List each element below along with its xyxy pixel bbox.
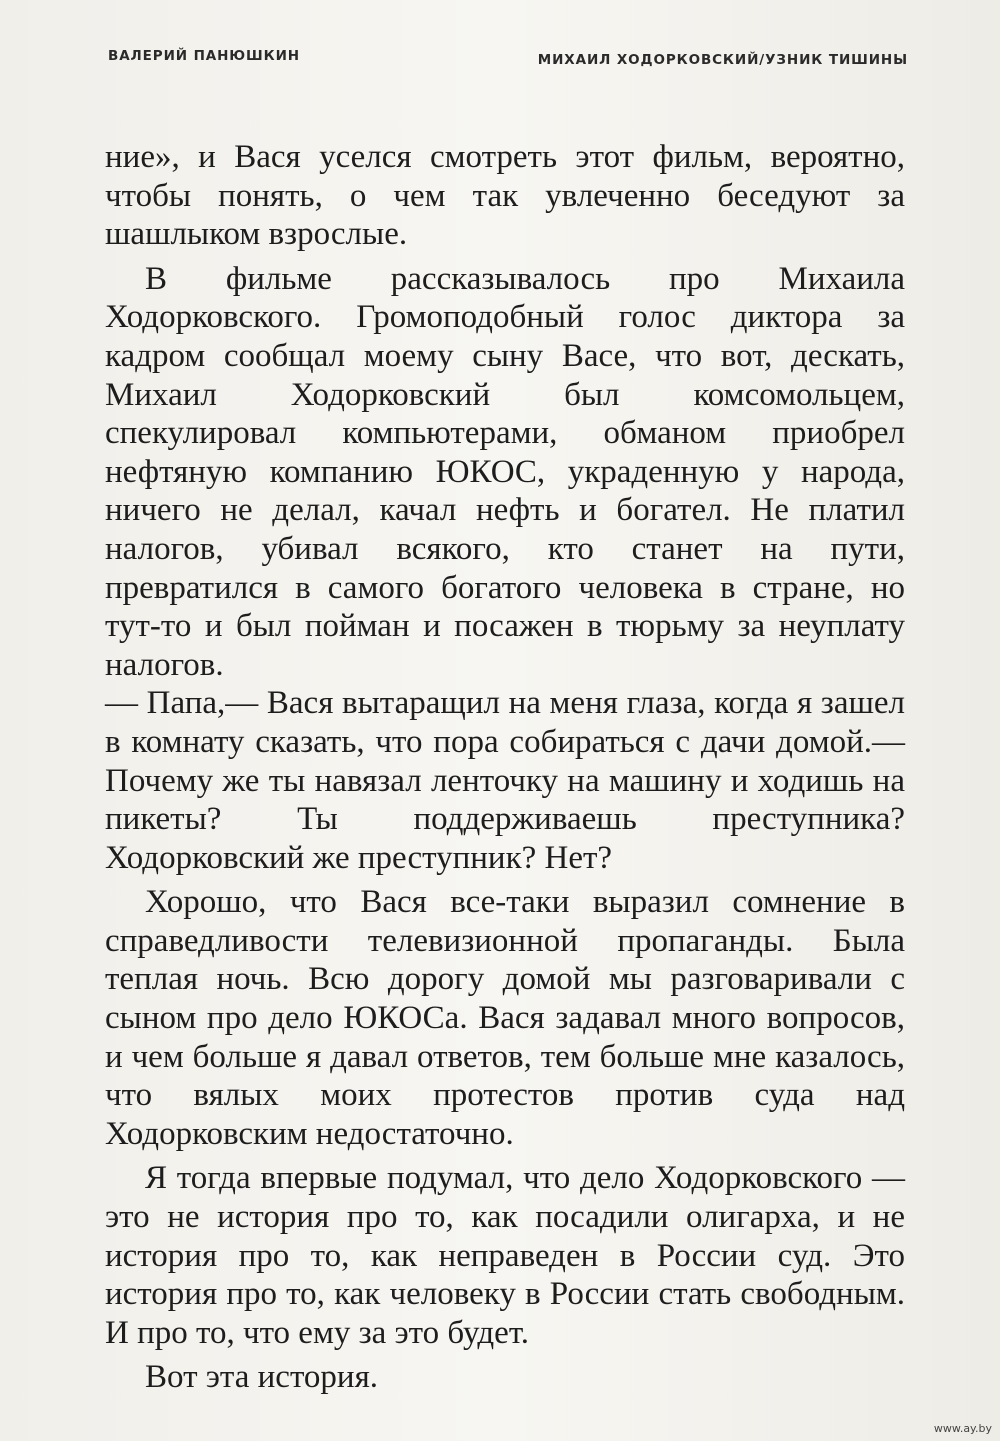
body-text bbox=[105, 138, 905, 1397]
header-book-title: МИХАИЛ ХОДОРКОВСКИЙ/УЗНИК ТИШИНЫ bbox=[537, 52, 908, 68]
paragraph-2: В фильме рассказывалось про Михаила Ходорковского. Громоподобный голос диктора за кадром сообщал моему сыну Васе, что вот, дескать, Михаил Ходорковский был комсомольцем, спекулировал компьютерами, обманом приобрел нефтяную компанию ЮКОС, украденную у народа, ничего не делал, качал нефть и богател. Не платил налогов, убивал всякого, кто станет на пути, превратился в самого богатого человека в стране, но тут-то и был пойман и посажен в тюрьму за неуплату налогов. bbox=[105, 260, 905, 683]
paragraph-1: ние», и Вася уселся смотреть этот фильм, вероятно, чтобы понять, о чем так увлеченно беседуют за шашлыком взрослые. bbox=[105, 139, 905, 253]
paragraph-6: Вот эта история. bbox=[145, 1359, 379, 1396]
paragraph-4: Хорошо, что Вася все-таки выразил сомнение в справедливости телевизионной пропаганды. Была теплая ночь. Всю дорогу домой мы разговаривали с сыном про дело ЮКОСа. Вася задавал много вопросов, и чем больше я давал ответов, тем больше мне казалось, что вялых моих протестов против суда над Ходорковским недостаточно. bbox=[105, 884, 905, 1152]
running-header bbox=[108, 48, 908, 72]
paragraph-3: — Папа,— Вася вытаращил на меня глаза, когда я зашел в комнату сказать, что пора собираться с дачи домой.— Почему же ты навязал ленточку на машину и ходишь на пикеты? Ты поддерживаешь преступника? Ходорковский же преступник? Нет? bbox=[105, 685, 905, 876]
paragraph-5: Я тогда впервые подумал, что дело Ходорковского — это не история про то, как посадили олигарха, и не история про то, как неправеден в России суд. Это история про то, как человеку в России стать свободным. И про то, что ему за это будет. bbox=[105, 1160, 905, 1351]
header-author: ВАЛЕРИЙ ПАНЮШКИН bbox=[108, 48, 300, 64]
watermark: www.ay.by bbox=[933, 1422, 992, 1435]
